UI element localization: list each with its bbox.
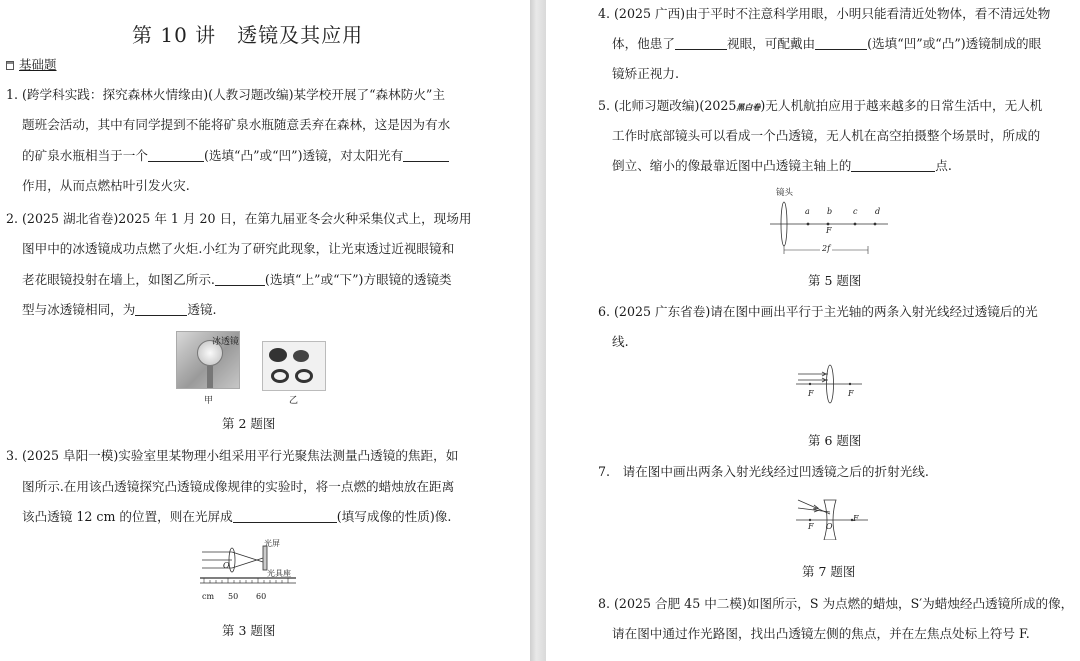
q3-line-1: 3. (2025 阜阳一模)实验室里某物理小组采用平行光聚焦法测量凸透镜的焦距，如 [6, 448, 459, 463]
focus-left [809, 519, 811, 521]
q3-blank-1[interactable] [233, 511, 337, 523]
torch-stand-icon [207, 366, 213, 388]
point-b [827, 223, 830, 226]
glasses-ring-icon [295, 369, 313, 383]
q2-line-3 [22, 272, 452, 288]
section-icon [6, 61, 14, 70]
q3-fig-label-bench: 光具座 [267, 569, 291, 578]
q2-fig-label-ice: 冰透镜 [212, 337, 240, 347]
q3-line-2: 图所示.在用该凸透镜探究凸透镜成像规律的实验时，将一点燃的蜡烛放在距离 [22, 479, 455, 494]
q8-line-1: 8. (2025 合肥 45 中二模)如图所示，S 为点燃的蜡烛，S′为蜡烛经凸透镜所成的像， [598, 596, 1074, 611]
q6-figure [794, 360, 864, 406]
q5-fig-label-f: F [826, 226, 832, 235]
left-page [0, 0, 530, 661]
q4-blank-2[interactable] [815, 38, 867, 50]
q5-fig-label-d: d [875, 207, 881, 216]
q2-fig-label-b: 乙 [289, 396, 299, 406]
q1-line-1: 1. (跨学科实践：探究森林火情缘由)(人教习题改编)某学校开展了“森林防火”主 [6, 87, 445, 102]
glasses-shadow-icon [269, 348, 287, 362]
q7-fig-label-f2: F [853, 514, 859, 523]
point-c [854, 223, 857, 226]
q1-text-a: 的矿泉水瓶相当于一个 [22, 148, 148, 163]
section-heading [6, 55, 57, 73]
page-title: 第 10 讲 透镜及其应用 [132, 23, 364, 47]
q5-fig-label-lens: 镜头 [776, 188, 794, 198]
q4-line-1: 4. (2025 广西)由于平时不注意科学用眼，小明只能看清近处物体，看不清远处物 [598, 6, 1051, 21]
q6-line-2: 线. [612, 334, 629, 349]
q7-line-1: 7. 请在图中画出两条入射光线经过凹透镜之后的折射光线. [598, 464, 929, 479]
q3-fig-label-screen: 光屏 [264, 539, 280, 548]
q1-text-b: (选填“凸”或“凹”)透镜，对太阳光有 [203, 148, 404, 163]
convex-lens-diagram [794, 360, 864, 406]
q3-fig-label-60: 60 [256, 592, 267, 601]
q2-line-4 [22, 302, 217, 318]
right-page [546, 0, 1080, 661]
q2-line-2: 图甲中的冰透镜成功点燃了火炬.小红为了研究此现象，让光束透过近视眼镜和 [22, 241, 455, 256]
q3-text-b: (填写成像的性质)像. [336, 509, 452, 524]
refracted-ray [232, 552, 263, 562]
point-a [807, 223, 810, 226]
q3-line-3 [22, 509, 451, 525]
q5-text-a2: 倒立、缩小的像最靠近图中凸透镜主轴上的 [612, 158, 852, 173]
q2-text-b: (选填“上”或“下”)方眼镜的透镜类 [264, 272, 452, 287]
q5-fig-label-a: a [805, 207, 810, 216]
q5-blank-1[interactable] [851, 160, 935, 172]
focus-left [809, 383, 811, 385]
q2-caption: 第 2 题图 [222, 416, 276, 431]
page-gutter [530, 0, 546, 661]
q4-text-b: 视眼，可配戴由 [726, 36, 816, 51]
screen-shape [263, 546, 267, 570]
section-label: 基础题 [19, 57, 57, 72]
q4-blank-1[interactable] [675, 38, 727, 50]
q2-text-a: 老花眼镜投射在墙上，如图乙所示. [22, 272, 215, 287]
q5-fig-label-b: b [827, 207, 833, 216]
q2-photo-glasses [262, 341, 326, 391]
q2-text-d: 透镜. [187, 302, 217, 317]
q5-text-b: )无人机航拍应用于越来越多的日常生活中，无人机 [760, 98, 1043, 113]
q7-fig-label-o: O [826, 522, 833, 531]
q3-text-a: 该凸透镜 12 cm 的位置，则在光屏成 [22, 509, 233, 524]
q2-blank-1[interactable] [215, 274, 265, 286]
q5-line-2: 工作时底部镜头可以看成一个凸透镜，无人机在高空拍摄整个场景时，所成的 [612, 128, 1041, 143]
glasses-ring-icon [271, 369, 289, 383]
q1-line-2: 题班会活动，其中有同学提到不能将矿泉水瓶随意丢弃在森林，这是因为有水 [22, 117, 451, 132]
q5-text-a: 5. (北师习题改编)(2025 [598, 98, 737, 113]
q1-blank-2[interactable] [403, 150, 449, 162]
q4-text-a: 体，他患了 [612, 36, 675, 51]
q5-badge: 黑白卷 [736, 102, 761, 112]
q8-line-2: 请在图中通过作光路图，找出凸透镜左侧的焦点，并在左焦点处标上符号 F. [612, 626, 1030, 641]
q2-text-c: 型与冰透镜相同，为 [22, 302, 136, 317]
q5-line-1 [598, 98, 1042, 115]
q5-fig-label-2f: 2f [822, 244, 831, 253]
q2-fig-label-a: 甲 [204, 396, 214, 406]
q4-line-3: 镜矫正视力. [612, 66, 679, 81]
point-d [874, 223, 877, 226]
q6-line-1: 6. (2025 广东省卷)请在图中画出平行于主光轴的两条入射光线经过透镜后的光 [598, 304, 1038, 319]
q6-fig-label-f1: F [808, 389, 814, 398]
q3-fig-label-o: O [223, 561, 230, 570]
q6-fig-label-f2: F [848, 389, 854, 398]
q6-caption: 第 6 题图 [808, 433, 862, 448]
q5-fig-label-c: c [853, 207, 858, 216]
q1-line-3 [22, 148, 449, 164]
refracted-ray [232, 558, 263, 568]
q3-caption: 第 3 题图 [222, 623, 276, 638]
q4-line-2 [612, 36, 1041, 52]
q3-fig-label-cm: cm [202, 592, 215, 601]
glasses-shadow-icon [293, 350, 309, 362]
q4-text-c: (选填“凹”或“凸”)透镜制成的眼 [867, 36, 1042, 51]
q7-caption: 第 7 题图 [802, 564, 856, 579]
q2-line-1: 2. (2025 湖北省卷)2025 年 1 月 20 日，在第九届亚冬会火种采集仪式上，现场用 [6, 211, 472, 226]
focus-right [849, 383, 851, 385]
q3-fig-label-50: 50 [228, 592, 239, 601]
q2-blank-2[interactable] [135, 304, 187, 316]
q5-text-b2: 点. [935, 158, 952, 173]
q5-caption: 第 5 题图 [808, 273, 862, 288]
q7-fig-label-f1: F [808, 522, 814, 531]
q5-line-3 [612, 158, 952, 174]
q1-blank-1[interactable] [148, 150, 204, 162]
q1-line-4: 作用，从而点燃枯叶引发火灾. [22, 178, 190, 193]
